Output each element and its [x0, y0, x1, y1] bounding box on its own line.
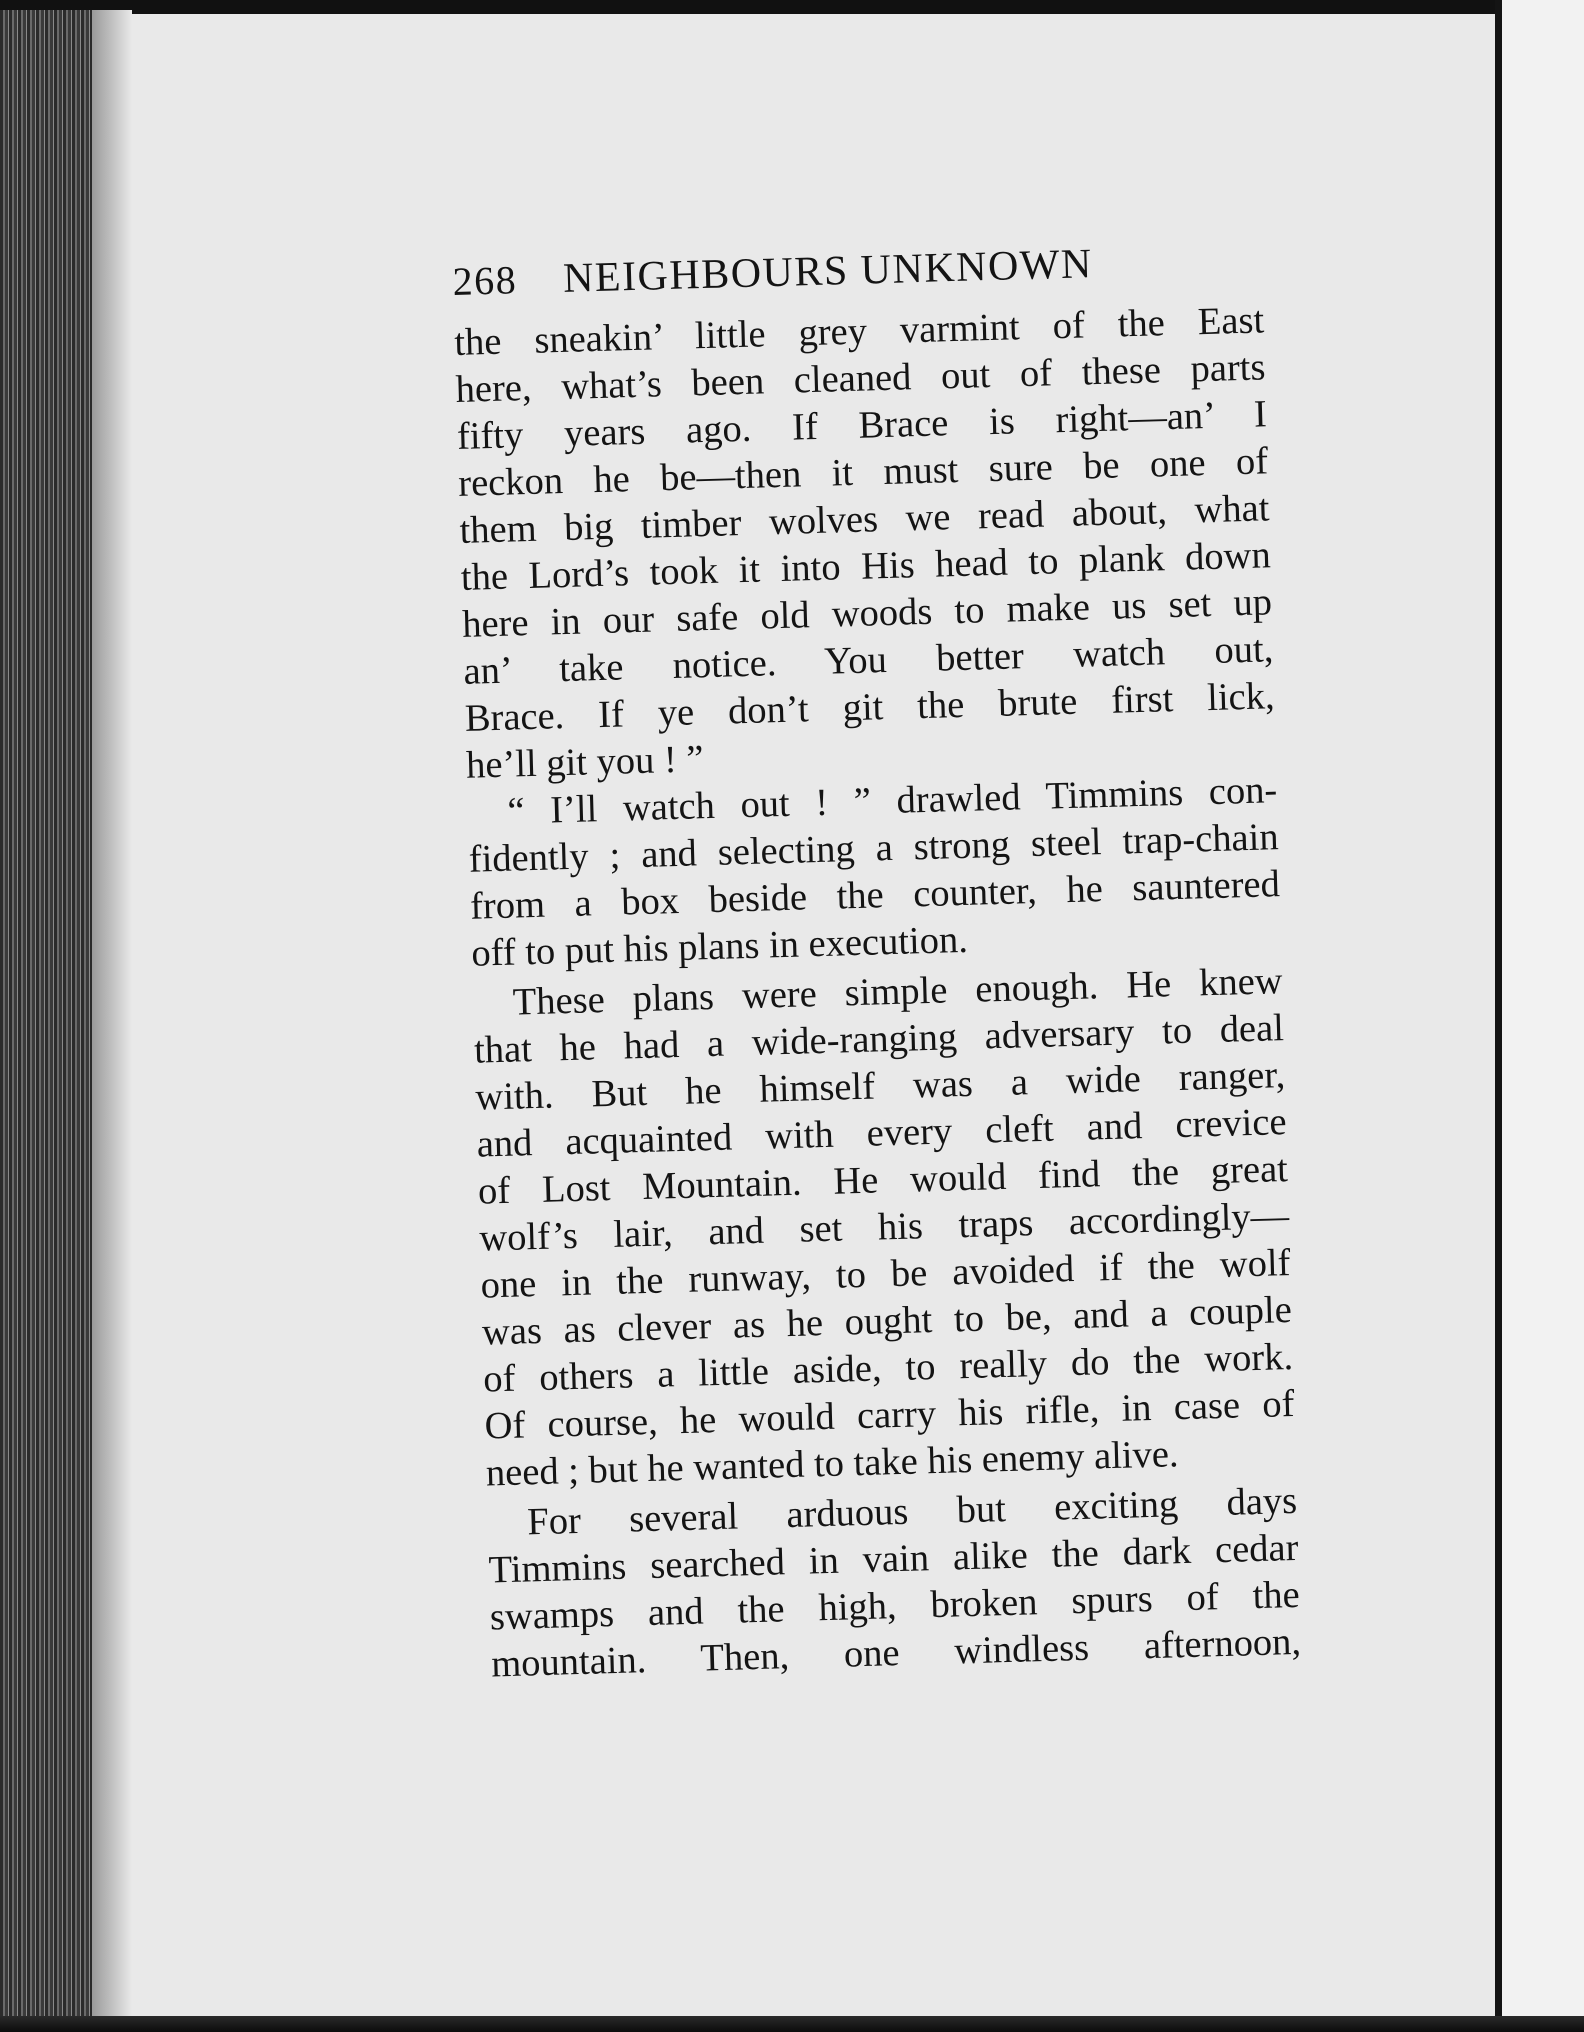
text-line: here, what’s been cleaned out of these parts [455, 346, 1266, 411]
text-line: he’ll git you ! ” [465, 738, 705, 787]
text-line: was as clever as he ought to be, and a couple [481, 1288, 1293, 1354]
text-line: fifty years ago. If Brace is right—an’ I [456, 393, 1268, 458]
paragraph [487, 1478, 1302, 1689]
text-line: Brace. If ye don’t git the brute first lick, [464, 675, 1276, 740]
text-line: here in our safe old woods to make us set up [461, 581, 1273, 646]
paragraph [454, 297, 1277, 789]
text-line: an’ take notice. You better watch out, [462, 628, 1274, 693]
text-line: with. But he himself was a wide ranger, [474, 1054, 1286, 1119]
paragraph [472, 958, 1296, 1497]
text-line: need ; but he wanted to take his enemy alive. [485, 1433, 1180, 1495]
text-line: of others a little aside, to really do the work. [482, 1335, 1294, 1401]
text-line: that he had a wide-ranging adversary to deal [473, 1007, 1285, 1072]
text-line: fidently ; and selecting a strong steel trap-chain [468, 816, 1280, 881]
text-line: “ I’ll watch out ! ” drawled Timmins con- [506, 769, 1278, 833]
text-line: For several arduous but exciting days [526, 1479, 1298, 1544]
text-line: and acquainted with every cleft and crevice [476, 1101, 1288, 1166]
scan-right-margin [1502, 0, 1584, 2032]
text-line: swamps and the high, broken spurs of the [489, 1573, 1301, 1639]
text-line: wolf’s lair, and set his traps accordingly— [478, 1195, 1290, 1260]
text-line: one in the runway, to be avoided if the wolf [480, 1241, 1291, 1307]
text-line: from a box beside the counter, he sauntered [469, 863, 1281, 928]
scan-right-border [1495, 0, 1502, 2032]
text-line: the sneakin’ little grey varmint of the East [453, 299, 1265, 364]
paragraph [467, 767, 1282, 978]
text-line: them big timber wolves we read about, what [459, 487, 1270, 552]
scan-top-border [0, 0, 1584, 14]
text-line: These plans were simple enough. He knew [512, 960, 1284, 1024]
text-line: mountain. Then, one windless afternoon, [490, 1620, 1302, 1686]
text-line: off to put his plans in execution. [470, 918, 969, 975]
text-line: reckon he be—then it must sure be one of [457, 440, 1269, 505]
book-page-edges [0, 10, 92, 2020]
text-line: of Lost Mountain. He would find the great [477, 1148, 1289, 1213]
gutter-shadow [92, 10, 132, 2020]
text-line: Of course, he would carry his rifle, in case of [484, 1382, 1295, 1448]
page-text-block [452, 235, 1302, 1688]
page-number: 268 [452, 257, 518, 304]
text-line: Timmins searched in vain alike the dark cedar [488, 1526, 1299, 1592]
scan-bottom-border [0, 2016, 1584, 2032]
book-title: NEIGHBOURS UNKNOWN [562, 241, 1094, 302]
text-line: the Lord’s took it into His head to plank down [460, 534, 1272, 599]
